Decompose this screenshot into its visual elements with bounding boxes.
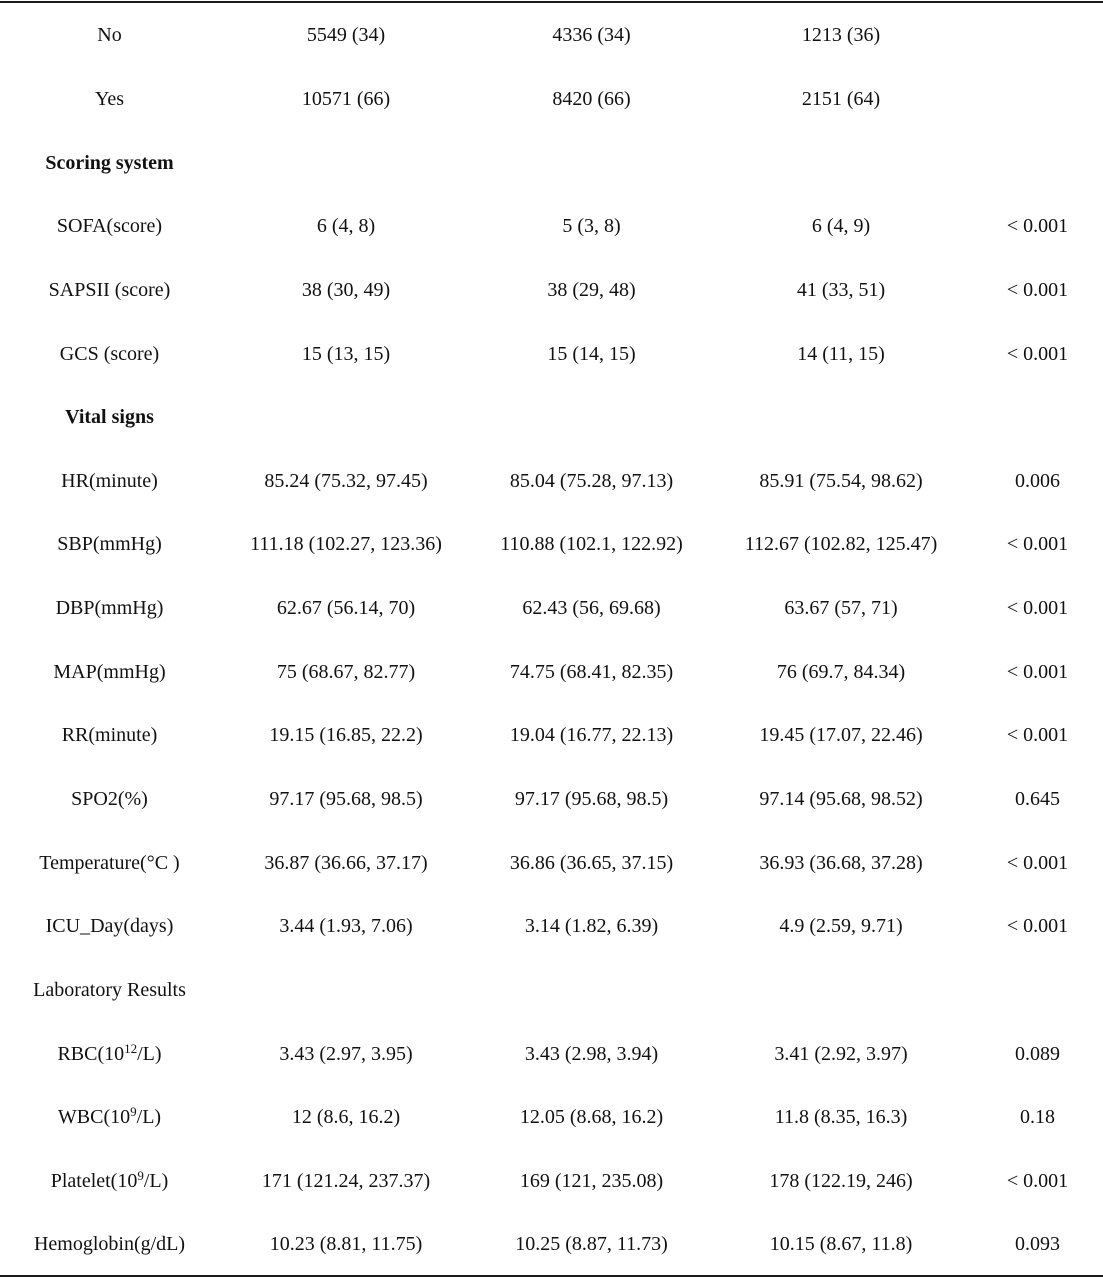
cell-group-1: 4336 (34): [552, 24, 631, 47]
row-label: DBP(mmHg): [55, 597, 164, 620]
table-row: [0, 4, 1103, 68]
cell-group-1: 62.43 (56, 69.68): [522, 597, 661, 620]
cell-p-value: < 0.001: [1006, 597, 1069, 620]
cell-group-1: 110.88 (102.1, 122.92): [500, 533, 683, 556]
row-label-superscript: 9: [137, 1167, 144, 1183]
table-top-rule: [0, 1, 1103, 3]
cell-group-2: 10.15 (8.67, 11.8): [769, 1233, 913, 1256]
cell-overall: 15 (13, 15): [301, 342, 391, 365]
cell-group-1: 10.25 (8.87, 11.73): [515, 1233, 668, 1256]
row-label: SAPSII (score): [48, 278, 171, 301]
cell-overall: 6 (4, 8): [316, 215, 376, 238]
cell-p-value: < 0.001: [1006, 851, 1069, 874]
cell-group-1: 19.04 (16.77, 22.13): [509, 724, 674, 747]
cell-group-2: 2151 (64): [801, 87, 881, 110]
cell-p-value: < 0.001: [1006, 724, 1069, 747]
cell-group-2: 3.41 (2.92, 3.97): [774, 1042, 908, 1065]
row-label: No: [97, 24, 122, 47]
cell-group-1: 3.14 (1.82, 6.39): [524, 915, 659, 938]
cell-p-value: < 0.001: [1006, 660, 1069, 683]
cell-p-value: 0.093: [1015, 1233, 1060, 1256]
cell-p-value: 0.006: [1015, 469, 1060, 492]
section-title: Laboratory Results: [33, 978, 186, 1001]
row-label-unit: /L): [143, 1169, 169, 1192]
cell-p-value: [972, 4, 1103, 68]
cell-p-value: [972, 68, 1103, 132]
cell-group-2: 1213 (36): [801, 24, 881, 47]
cell-group-1: 8420 (66): [552, 87, 631, 110]
cell-group-1: 74.75 (68.41, 82.35): [509, 660, 674, 683]
row-label: GCS (score): [59, 342, 160, 365]
row-label: Yes: [94, 87, 125, 110]
cell-group-2: 76 (69.7, 84.34): [776, 660, 906, 683]
table-row: [0, 895, 1103, 959]
cell-p-value: < 0.001: [1006, 215, 1069, 238]
table-row: [0, 1213, 1103, 1277]
cell-overall: 111.18 (102.27, 123.36): [250, 533, 442, 556]
cell-p-value: < 0.001: [1006, 342, 1069, 365]
row-label: ICU_Day(days): [45, 915, 174, 938]
section-title: Vital signs: [65, 406, 154, 429]
row-label: SBP(mmHg): [57, 533, 162, 556]
table-row: [0, 768, 1103, 832]
cell-overall: 62.67 (56.14, 70): [276, 597, 416, 620]
cell-overall: 36.87 (36.66, 37.17): [264, 851, 428, 874]
cell-group-2: 6 (4, 9): [811, 215, 871, 238]
table-row: [0, 322, 1103, 386]
cell-group-1: 85.04 (75.28, 97.13): [509, 469, 674, 492]
cell-overall: 12 (8.6, 16.2): [291, 1106, 401, 1129]
row-label: [0, 1150, 219, 1214]
cell-group-1: 15 (14, 15): [547, 342, 636, 365]
row-label: MAP(mmHg): [53, 660, 166, 683]
row-label-main: Platelet(10: [50, 1169, 138, 1192]
cell-overall: 3.43 (2.97, 3.95): [279, 1042, 413, 1065]
section-header-row: [0, 131, 1103, 195]
cell-group-1: 38 (29, 48): [547, 278, 636, 301]
table-row: [0, 513, 1103, 577]
table-row: [0, 1086, 1103, 1150]
cell-group-2: 85.91 (75.54, 98.62): [759, 469, 923, 492]
table-row: [0, 1150, 1103, 1214]
section-header-row: [0, 386, 1103, 450]
cell-group-2: 19.45 (17.07, 22.46): [759, 724, 923, 747]
cell-overall: 38 (30, 49): [301, 278, 391, 301]
cell-group-1: 36.86 (36.65, 37.15): [509, 851, 674, 874]
row-label-superscript: 9: [130, 1104, 137, 1120]
cell-group-1: 97.17 (95.68, 98.5): [514, 788, 669, 810]
table-row: [0, 195, 1103, 259]
cell-group-2: 36.93 (36.68, 37.28): [759, 851, 923, 874]
table-row: [0, 449, 1103, 513]
cell-overall: 10.23 (8.81, 11.75): [269, 1233, 423, 1256]
row-label: Temperature(°C ): [39, 851, 180, 874]
cell-p-value: < 0.001: [1006, 533, 1069, 556]
cell-overall: 19.15 (16.85, 22.2): [269, 724, 423, 747]
row-label-main: WBC(10: [57, 1106, 131, 1129]
baseline-characteristics-table: [0, 4, 1103, 1277]
table-bottom-rule: [0, 1275, 1103, 1277]
row-label: RR(minute): [61, 724, 158, 747]
cell-group-2: 112.67 (102.82, 125.47): [744, 533, 938, 556]
cell-overall: 5549 (34): [306, 24, 386, 47]
table-row: [0, 259, 1103, 323]
cell-p-value: 0.089: [1015, 1042, 1060, 1065]
cell-group-1: 5 (3, 8): [562, 215, 621, 238]
section-title: Scoring system: [45, 151, 174, 174]
row-label: SOFA(score): [56, 215, 163, 238]
cell-p-value: < 0.001: [1006, 1169, 1069, 1192]
table-body: [0, 4, 1103, 1277]
row-label: HR(minute): [61, 469, 158, 492]
row-label: Hemoglobin(g/dL): [33, 1233, 186, 1256]
table-row: [0, 704, 1103, 768]
cell-group-2: 11.8 (8.35, 16.3): [774, 1106, 908, 1129]
cell-overall: 97.17 (95.68, 98.5): [269, 788, 423, 810]
table-row: [0, 831, 1103, 895]
section-header-row: [0, 959, 1103, 1023]
cell-overall: 171 (121.24, 237.37): [261, 1169, 431, 1192]
cell-group-1: 169 (121, 235.08): [519, 1169, 664, 1192]
row-label-unit: /L): [136, 1106, 162, 1129]
row-label-unit: /L): [137, 1042, 162, 1065]
cell-group-2: 4.9 (2.59, 9.71): [779, 915, 903, 938]
cell-p-value: 0.18: [1020, 1106, 1055, 1129]
row-label: [0, 1086, 219, 1150]
cell-p-value: < 0.001: [1006, 915, 1069, 938]
cell-p-value: < 0.001: [1006, 278, 1069, 301]
cell-group-2: 14 (11, 15): [797, 342, 885, 365]
row-label-main: RBC(10: [57, 1042, 125, 1065]
cell-group-2: 63.67 (57, 71): [784, 597, 898, 620]
row-label: [0, 1022, 219, 1086]
cell-overall: 10571 (66): [301, 87, 391, 110]
table-row: [0, 68, 1103, 132]
cell-group-2: 41 (33, 51): [796, 278, 886, 301]
cell-group-2: 97.14 (95.68, 98.52): [759, 788, 923, 810]
cell-group-2: 178 (122.19, 246): [769, 1169, 913, 1192]
cell-group-1: 3.43 (2.98, 3.94): [524, 1042, 659, 1065]
cell-overall: 75 (68.67, 82.77): [276, 660, 416, 683]
table-row: [0, 1022, 1103, 1086]
cell-group-1: 12.05 (8.68, 16.2): [519, 1106, 664, 1129]
cell-overall: 85.24 (75.32, 97.45): [264, 469, 428, 492]
row-label: SPO2(%): [71, 788, 148, 810]
cell-overall: 3.44 (1.93, 7.06): [279, 915, 413, 938]
cell-p-value: 0.645: [1015, 788, 1060, 810]
table-row: [0, 577, 1103, 641]
table-row: [0, 640, 1103, 704]
row-label-superscript: 12: [124, 1040, 138, 1056]
